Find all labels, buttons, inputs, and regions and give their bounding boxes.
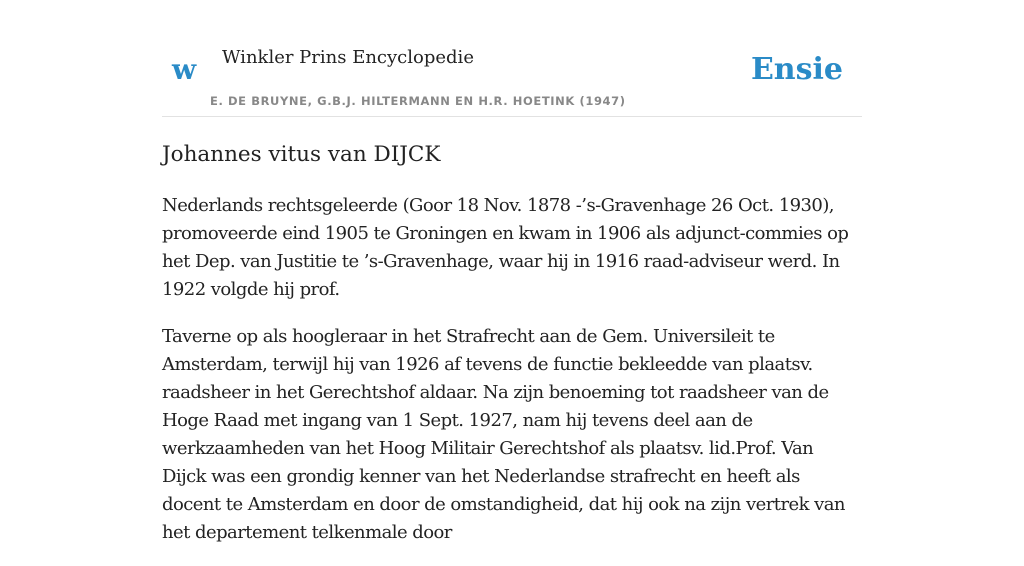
article-title: Johannes vitus van DIJCK [162, 142, 441, 167]
encyclopedia-authors: E. DE BRUYNE, G.B.J. HILTERMANN EN H.R. HOETINK (1947) [210, 94, 626, 108]
encyclopedia-title-link[interactable]: Winkler Prins Encyclopedie [222, 47, 474, 68]
site-header [162, 0, 862, 117]
page [162, 0, 862, 543]
article-paragraph-1: Nederlands rechtsgeleerde (Goor 18 Nov. 1878 -’s-Gravenhage 26 Oct. 1930), promoveerde eind 1905 te Groningen en kwam in 1906 als adjunct-commies op het Dep. van Justitie te ’s-Gravenhage, waar hij in 1916 raad-adviseur werd. In 1922 volgde hij prof. [162, 195, 849, 300]
ensie-brand-logo[interactable]: Ensie [750, 52, 843, 87]
article-paragraph-2: Taverne op als hoogleraar in het Strafrecht aan de Gem. Universileit te Amsterdam, terwijl hij van 1926 af tevens de functie bekleedde van plaatsv. raadsheer in het Gerechtshof aldaar. Na zijn benoeming tot raadsheer van de Hoge Raad met ingang van 1 Sept. 1927, nam hij tevens deel aan de werkzaamheden van het Hoog Militair Gerechtshof als plaatsv. lid.Prof. Van Dijck was een grondig kenner van het Nederlandse strafrecht en heeft als docent te Amsterdam en door de omstandigheid, dat hij ook na zijn vertrek van het departement telkenmale door [162, 326, 845, 543]
article-body [162, 192, 862, 566]
winkler-prins-logo-icon[interactable]: w [172, 53, 197, 86]
